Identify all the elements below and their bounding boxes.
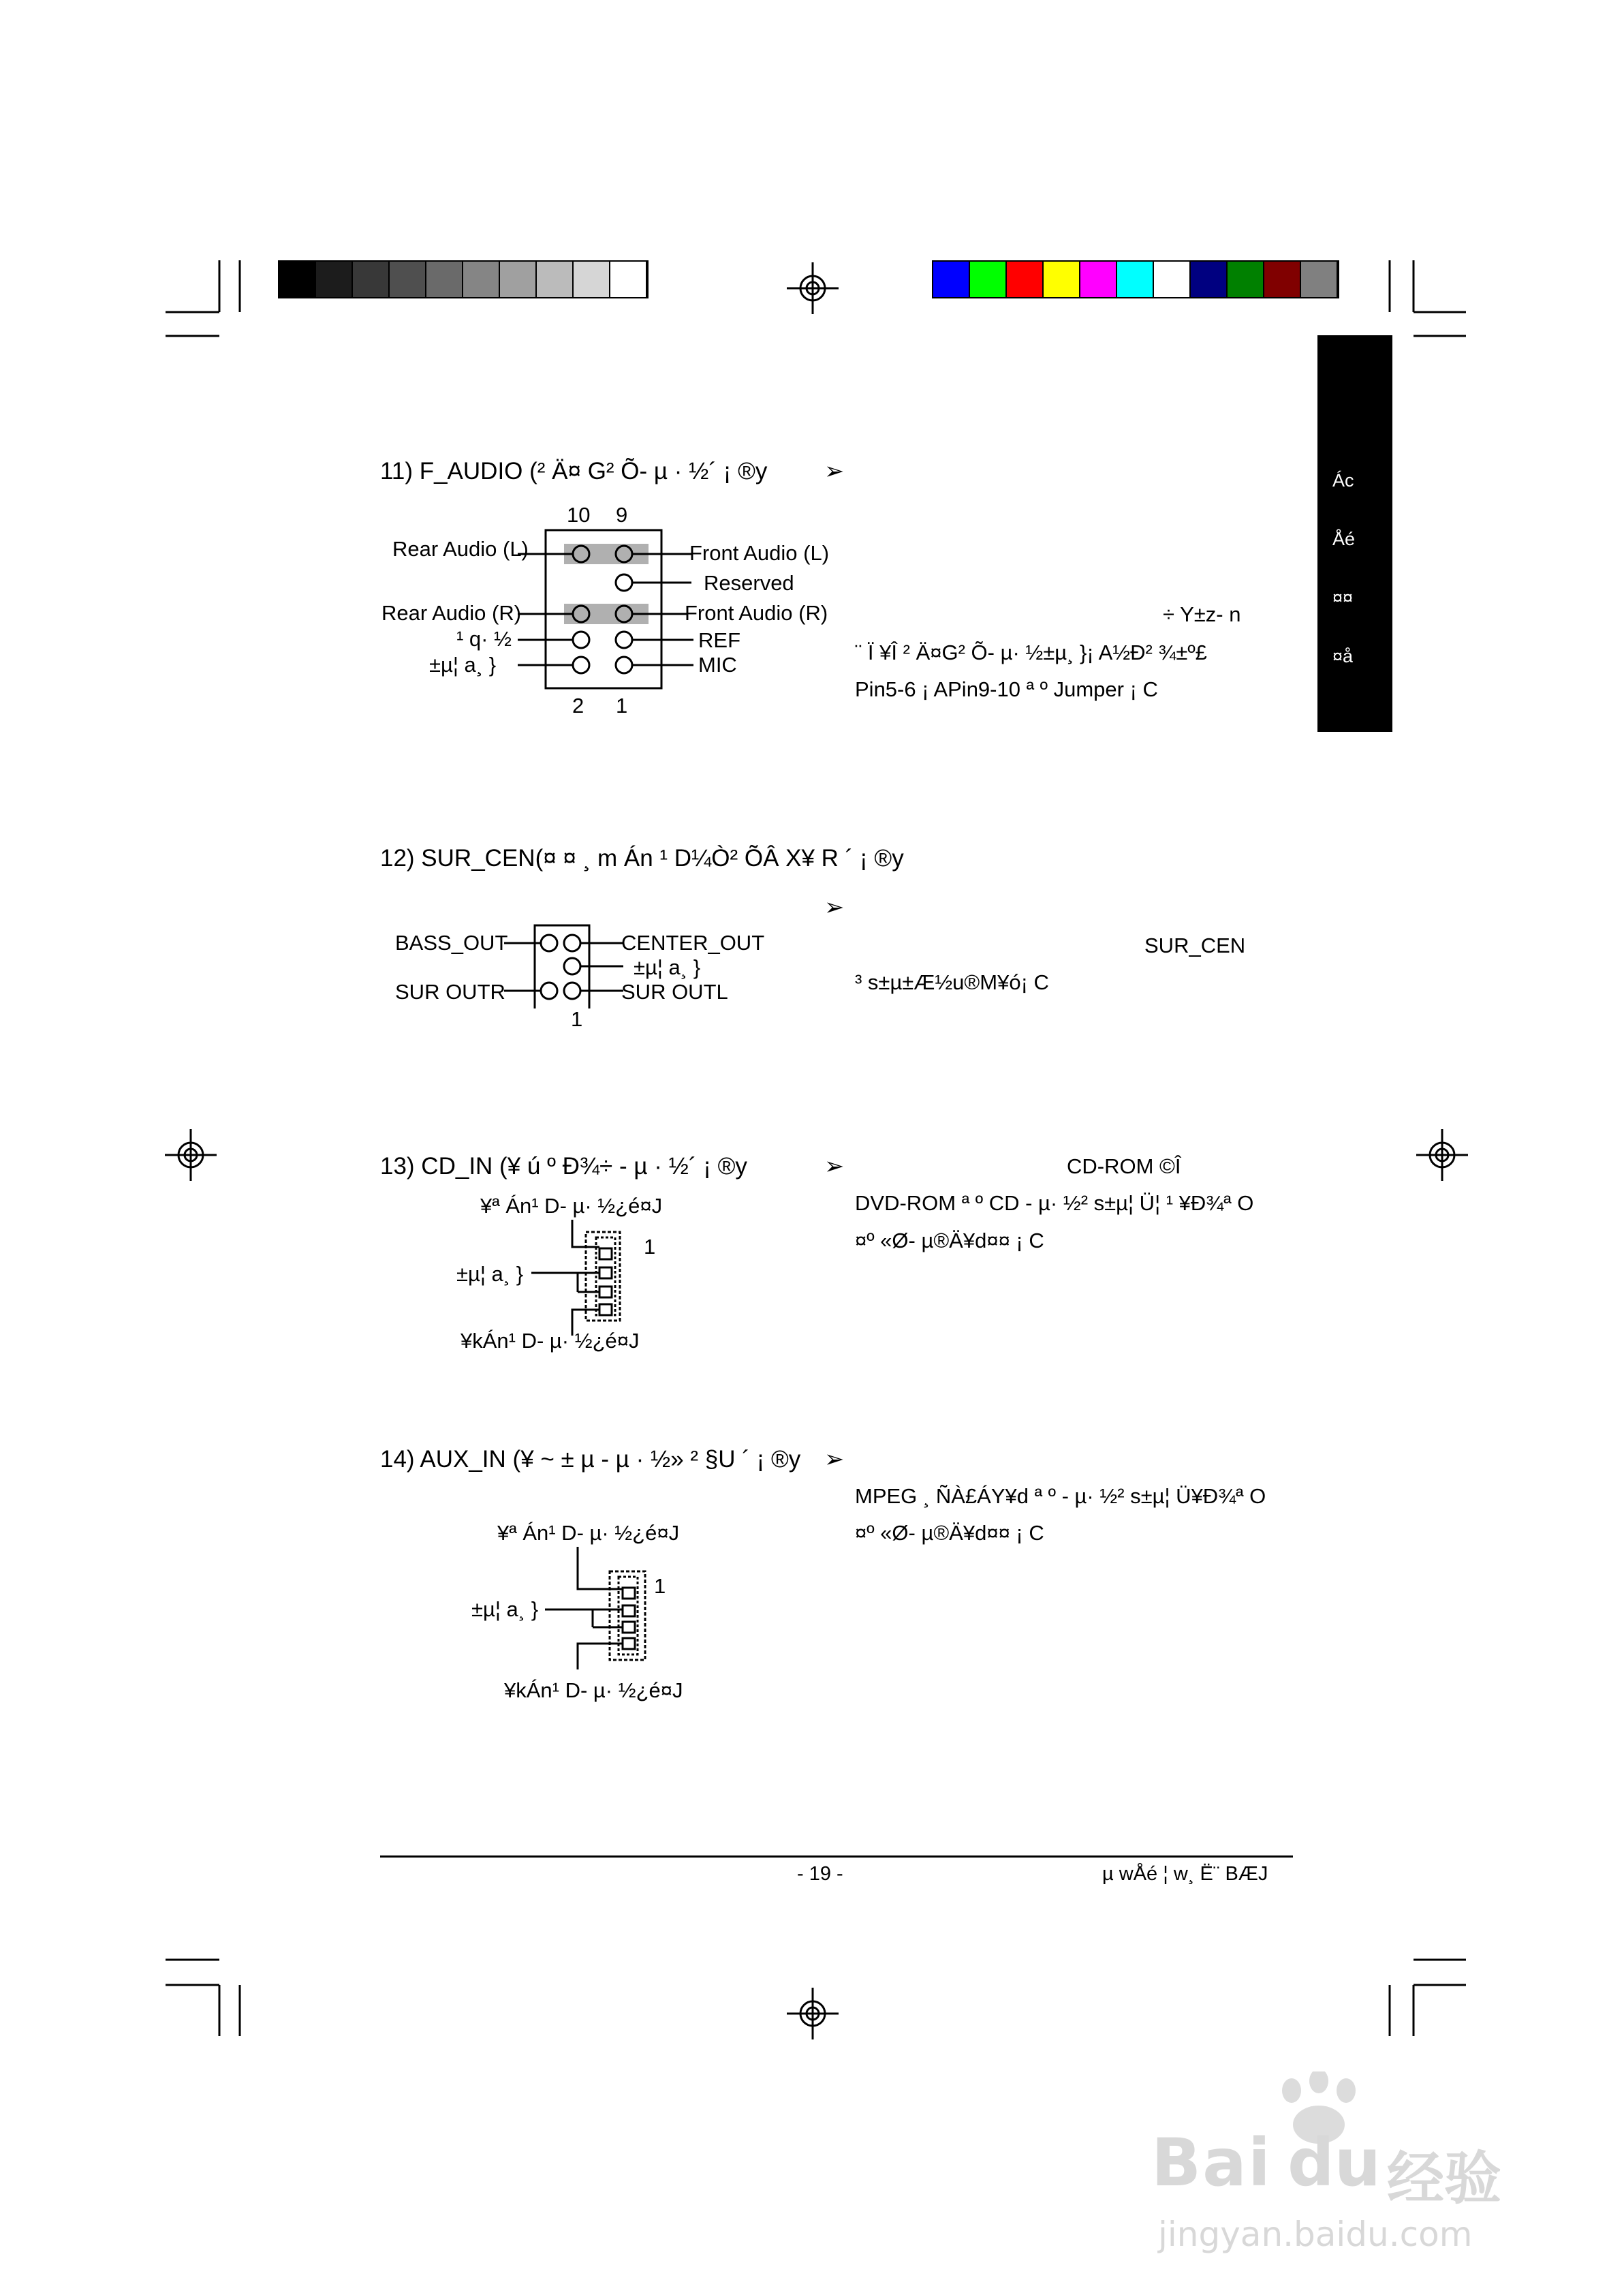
section-11-desc: ¨ Ï ¥Î ² Ä¤G² Õ- µ· ½±µ¸ }¡ A½Ð² ¾±º£ (855, 641, 1207, 664)
side-tab-char: ¤å (1332, 646, 1354, 666)
bullet-arrow-icon: ➢ (824, 458, 845, 484)
pin-label-left: Rear Audio (R) (381, 601, 522, 625)
pin-number: 1 (654, 1574, 666, 1598)
color-swatch (1228, 262, 1264, 297)
watermark-url: jingyan.baidu.com (1158, 2215, 1473, 2254)
connector-label: ¥ª Án¹ D- µ· ½¿é¤J (497, 1521, 680, 1545)
gray-swatch (316, 262, 353, 297)
section-13-title: 13) CD_IN (¥ ú º Ð¾÷ - µ · ½´ ¡ ®y (380, 1153, 747, 1180)
bullet-arrow-icon: ➢ (824, 1446, 845, 1473)
connector-label: ±µ¦ a¸ } (471, 1597, 539, 1621)
pin-label-right: Front Audio (R) (685, 601, 828, 625)
cd-in-connector-diagram (531, 1220, 654, 1342)
section-14-title: 14) AUX_IN (¥ ~ ± µ - µ · ½» ² §U ´ ¡ ®y (380, 1446, 801, 1473)
gray-swatch (463, 262, 500, 297)
side-tab-char: ¤¤ (1332, 587, 1354, 608)
section-11-title: 11) F_AUDIO (² Ä¤ G² Õ- µ · ½´ ¡ ®y (380, 458, 768, 484)
pin-label-left: SUR OUTR (395, 980, 505, 1004)
gray-swatch (537, 262, 574, 297)
gray-swatch (426, 262, 463, 297)
section-13-desc: CD-ROM ©Î (1067, 1154, 1181, 1178)
footer-chapter-title: µ wÅé ¦ w¸ Ë¨ BÆJ (1102, 1863, 1268, 1885)
footer-rule (380, 1855, 1293, 1858)
section-14-desc: MPEG ¸ ÑÀ£ÁY¥d ª º - µ· ½² s±µ¦ Ü¥Ð¾ª O (855, 1484, 1266, 1508)
section-13-desc: ¤º «Ø- µ®Ä¥d¤¤ ¡ C (855, 1229, 1044, 1252)
bullet-arrow-icon: ➢ (824, 894, 845, 921)
pin-number: 1 (616, 694, 628, 718)
section-12-desc: ³ s±µ±Æ½u®M¥ó¡ C (855, 970, 1049, 994)
pin-label-right: Reserved (704, 571, 794, 595)
pin-number: 1 (644, 1235, 656, 1259)
section-13-desc: DVD-ROM ª º CD - µ· ½² s±µ¦ Ü¦ ¹ ¥Ð¾ª O (855, 1191, 1254, 1215)
connector-label: ±µ¦ a¸ } (456, 1262, 524, 1286)
sur-cen-pin-diagram (504, 920, 640, 1008)
gray-swatch (500, 262, 537, 297)
bullet-arrow-icon: ➢ (824, 1153, 845, 1180)
color-swatch (970, 262, 1007, 297)
color-swatch (1007, 262, 1044, 297)
connector-label: ¥ª Án¹ D- µ· ½¿é¤J (480, 1194, 663, 1218)
pin-label-left: ¹ q· ½ (456, 627, 512, 651)
pin-number: 1 (571, 1007, 583, 1031)
gray-swatch (353, 262, 390, 297)
registration-mark-top (785, 261, 840, 315)
color-calibration-bar (932, 260, 1339, 298)
gray-swatch (390, 262, 426, 297)
watermark-logo-text: du (1287, 2125, 1381, 2201)
pin-label-right: SUR OUTL (621, 980, 728, 1004)
section-11-desc: ÷ Y±z- n (1163, 602, 1241, 626)
registration-mark-left (163, 1128, 218, 1182)
color-swatch (933, 262, 970, 297)
side-language-tab (1317, 335, 1392, 732)
pin-label-right: Front Audio (L) (689, 541, 830, 565)
gray-swatch (610, 262, 647, 297)
pin-number: 10 (567, 503, 591, 527)
section-12-title: 12) SUR_CEN(¤ ¤ ¸ m Án ¹ D¼Ò² ÕÂ X¥ R ´ ¡ ®y (380, 845, 904, 872)
baidu-jingyan-watermark (1151, 2071, 1533, 2276)
side-tab-char: Åé (1332, 529, 1356, 549)
watermark-logo-text: Bai (1151, 2125, 1272, 2201)
side-tab-char: Ác (1332, 470, 1354, 491)
color-swatch (1080, 262, 1117, 297)
section-14-desc: ¤º «Ø- µ®Ä¥d¤¤ ¡ C (855, 1521, 1044, 1545)
pin-label-right: CENTER_OUT (621, 931, 765, 955)
pin-label-left: BASS_OUT (395, 931, 508, 955)
pin-label-right: REF (698, 628, 740, 652)
registration-mark-bottom (785, 1986, 840, 2041)
pin-label-left: ±µ¦ a¸ } (429, 653, 497, 677)
gray-swatch (574, 262, 610, 297)
section-11-desc: Pin5-6 ¡ APin9-10 ª º Jumper ¡ C (855, 677, 1158, 701)
connector-label: ¥kÁn¹ D- µ· ½¿é¤J (504, 1678, 683, 1702)
gray-swatch (279, 262, 316, 297)
aux-in-connector-diagram (545, 1547, 668, 1676)
section-12-desc: SUR_CEN (1144, 934, 1246, 957)
color-swatch (1117, 262, 1154, 297)
pin-label-left: Rear Audio (L) (392, 537, 529, 561)
color-swatch (1044, 262, 1080, 297)
watermark-cn-text: 经验 (1387, 2145, 1502, 2212)
color-swatch (1301, 262, 1338, 297)
color-swatch (1154, 262, 1191, 297)
pin-label-right: ±µ¦ a¸ } (634, 955, 701, 979)
page-number: - 19 - (797, 1863, 843, 1885)
connector-label: ¥kÁn¹ D- µ· ½¿é¤J (460, 1329, 640, 1353)
pin-number: 9 (616, 503, 628, 527)
color-swatch (1191, 262, 1228, 297)
grayscale-calibration-bar (278, 260, 649, 298)
color-swatch (1264, 262, 1301, 297)
pin-number: 2 (572, 694, 584, 718)
registration-mark-right (1415, 1128, 1469, 1182)
pin-label-right: MIC (698, 653, 737, 677)
